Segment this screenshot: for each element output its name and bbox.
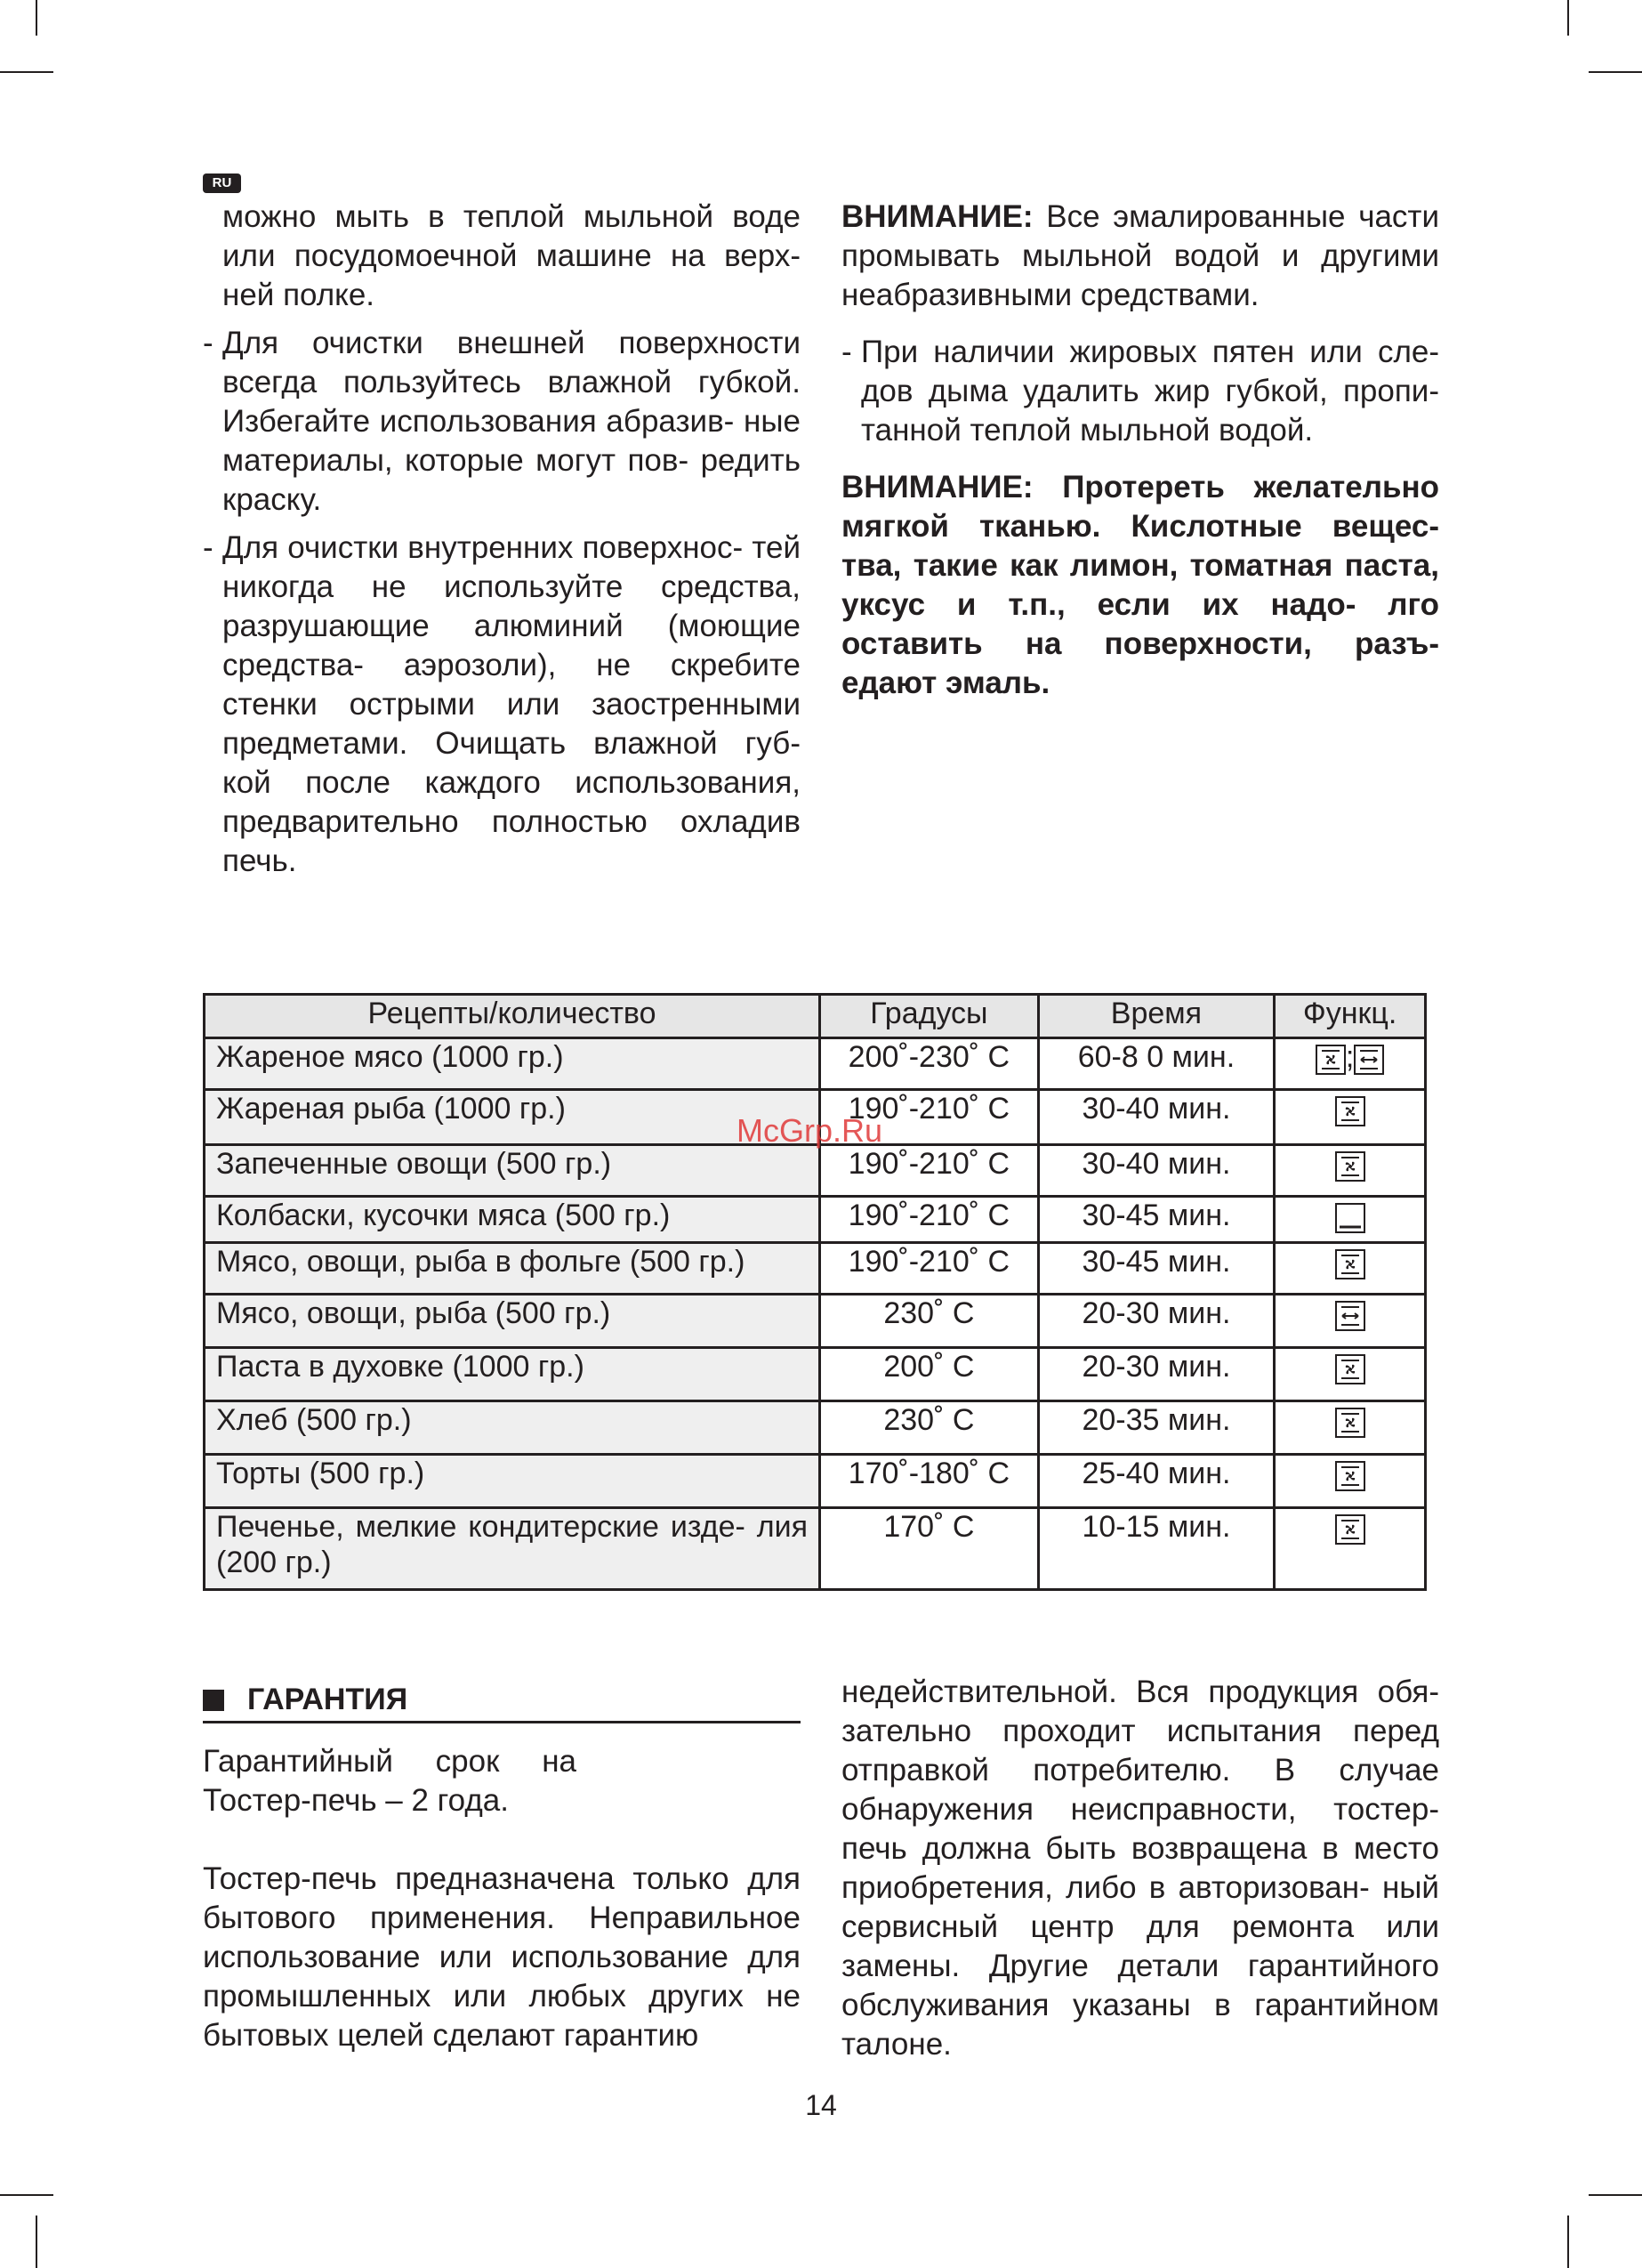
language-badge: RU [203,174,241,193]
temperature-cell: 230˚ C [820,1401,1039,1455]
time-cell: 30-40 мин. [1038,1090,1274,1145]
temperature-cell: 230˚ C [820,1295,1039,1348]
fan-icon [1335,1408,1365,1438]
temperature-cell: 200˚-230˚ C [820,1038,1039,1090]
recipe-name: Торты (500 гр.) [205,1455,820,1508]
bullet-item: - Для очистки внутренних поверхнос- тей никогда не используйте средства, разрушающие алюминий (моющие средства- аэрозоли), не скребите стенки острыми или заостренными предметами. Очищать влажной губ- кой после каждого использования, предварительно полностью охладив печь. [203,530,801,878]
crop-mark [1567,2216,1569,2268]
function-cell [1275,1455,1426,1508]
bottom-heat-icon [1335,1203,1365,1233]
bullet-item: - Для очистки внешней поверхности всегда пользуйтесь влажной губкой. Избегайте использования абразив- ные материалы, которые могут пов- редить краску. [203,326,801,517]
temperature-cell: 190˚-210˚ C [820,1090,1039,1145]
header-temperature: Градусы [820,995,1039,1038]
fan-icon [1335,1461,1365,1491]
watermark: McGrp.Ru [736,1112,883,1149]
temperature-cell: 190˚-210˚ C [820,1197,1039,1243]
recipe-name: Печенье, мелкие кондитерские изде- лия (200 гр.) [205,1508,820,1590]
paragraph: недействительной. Вся продукция обя- зательно проходит испытания перед отправкой потребителю. В случае обнаружения неисправности, тостер- печь должна быть возвращена в место приобретения, либо в авторизован- ный сервисный центр для ремонта или замены. Другие детали гарантийного обслуживания указаны в гарантийном талоне. [841,1675,1439,2062]
crop-mark [1589,2194,1642,2196]
recipe-table [203,993,1427,1591]
fan-icon [1335,1096,1365,1126]
recipe-name: Колбаски, кусочки мяса (500 гр.) [205,1197,820,1243]
paragraph: Гарантийный срок на Тостер-печь – 2 года. [203,1744,576,1818]
crop-mark [36,0,37,36]
table-row [205,1145,1426,1197]
temperature-cell: 190˚-210˚ C [820,1145,1039,1197]
heading-square-icon [203,1690,224,1711]
convection-icon [1354,1045,1384,1075]
paragraph: Тостер-печь предназначена только для бытового применения. Неправильное использование или использование для промышленных или любых других не бытовых целей сделают гарантию [203,1861,801,2053]
time-cell: 30-45 мин. [1038,1197,1274,1243]
recipe-name: Жареное мясо (1000 гр.) [205,1038,820,1090]
warranty-right [841,1673,1439,2064]
function-cell [1275,1401,1426,1455]
recipe-name: Мясо, овощи, рыба (500 гр.) [205,1295,820,1348]
recipe-name: Хлеб (500 гр.) [205,1401,820,1455]
table-row [205,1348,1426,1401]
crop-mark [1567,0,1569,36]
table-row [205,1038,1426,1090]
crop-mark [0,71,53,73]
table-row [205,1197,1426,1243]
function-cell [1275,1197,1426,1243]
separator: ; [1345,1040,1355,1075]
right-column [841,198,1439,703]
table-row [205,1243,1426,1295]
fan-icon [1316,1045,1346,1075]
temperature-cell: 190˚-210˚ C [820,1243,1039,1295]
left-column [203,198,801,881]
fan-icon [1335,1354,1365,1384]
function-cell [1275,1243,1426,1295]
recipe-name: Мясо, овощи, рыба в фольге (500 гр.) [205,1243,820,1295]
table-row [205,1295,1426,1348]
paragraph: можно мыть в теплой мыльной воде или посудомоечной машине на верх- ней полке. [222,199,801,312]
function-cell [1275,1145,1426,1197]
time-cell: 20-35 мин. [1038,1401,1274,1455]
time-cell: 30-40 мин. [1038,1145,1274,1197]
function-cell [1275,1295,1426,1348]
crop-mark [36,2216,37,2268]
warranty-left [203,1742,801,2055]
temperature-cell: 170˚ C [820,1508,1039,1590]
function-cell [1275,1038,1426,1090]
page-number: 14 [805,2089,837,2121]
attention-note: ВНИМАНИЕ: Все эмалированные части промывать мыльной водой и другими неабразивными средствами. [841,199,1439,312]
fan-icon [1335,1151,1365,1182]
time-cell: 25-40 мин. [1038,1455,1274,1508]
function-cell [1275,1508,1426,1590]
time-cell: 20-30 мин. [1038,1348,1274,1401]
temperature-cell: 200˚ C [820,1348,1039,1401]
crop-mark [0,2194,53,2196]
warranty-heading: ГАРАНТИЯ [203,1680,801,1723]
header-time: Время [1038,995,1274,1038]
header-recipe: Рецепты/количество [205,995,820,1038]
crop-mark [1589,71,1642,73]
recipe-name: Жареная рыба (1000 гр.) [205,1090,820,1145]
temperature-cell: 170˚-180˚ C [820,1455,1039,1508]
fan-icon [1335,1514,1365,1545]
recipe-name: Паста в духовке (1000 гр.) [205,1348,820,1401]
recipe-name: Запеченные овощи (500 гр.) [205,1145,820,1197]
table-row [205,1401,1426,1455]
function-cell [1275,1090,1426,1145]
time-cell: 20-30 мин. [1038,1295,1274,1348]
header-function: Функц. [1275,995,1426,1038]
time-cell: 30-45 мин. [1038,1243,1274,1295]
time-cell: 10-15 мин. [1038,1508,1274,1590]
table-row [205,1455,1426,1508]
time-cell: 60-8 0 мин. [1038,1038,1274,1090]
function-cell [1275,1348,1426,1401]
table-row [205,1508,1426,1590]
convection-icon [1335,1301,1365,1331]
attention-warning: ВНИМАНИЕ: Протереть желательно мягкой тканью. Кислотные вещес- тва, такие как лимон, томатная паста, уксус и т.п., если их надо- лго оставить на поверхности, разъ- едают эмаль. [841,470,1439,700]
fan-icon [1335,1249,1365,1279]
bullet-item: - При наличии жировых пятен или сле- дов дыма удалить жир губкой, пропи- танной теплой мыльной водой. [841,335,1439,448]
table-header-row [205,995,1426,1038]
